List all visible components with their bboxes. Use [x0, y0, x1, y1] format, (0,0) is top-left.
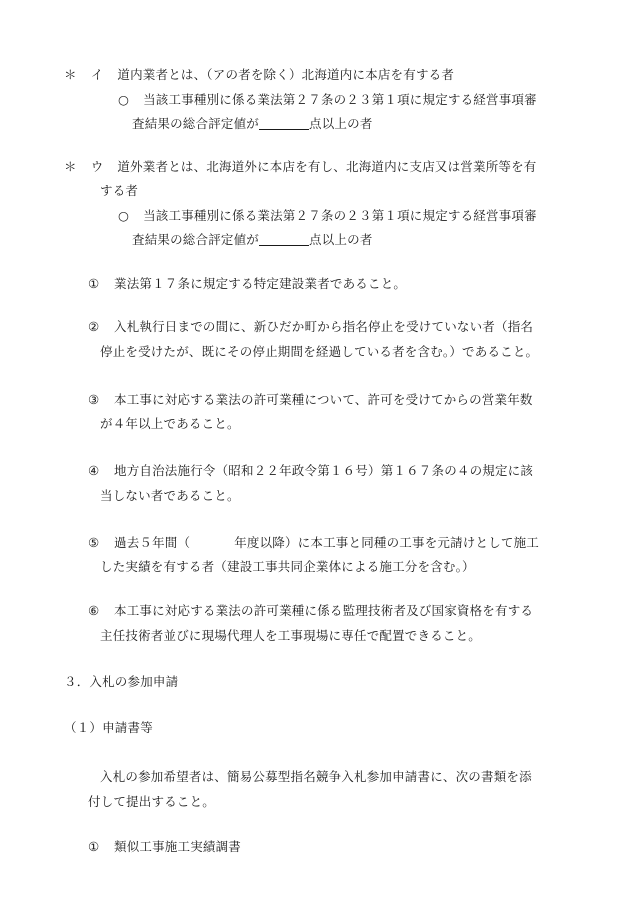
clause-i-sub-text2a: 査結果の総合評定値が	[132, 116, 260, 131]
document-item-1	[88, 838, 241, 856]
requirement-1	[88, 275, 406, 293]
requirement-2	[88, 318, 533, 336]
requirement-text: 過去５年間（	[114, 535, 191, 550]
paragraph-text: 付して提出すること。	[88, 794, 216, 809]
clause-u-sub-text2a: 査結果の総合評定値が	[132, 232, 260, 247]
requirement-2-cont	[100, 343, 538, 361]
clause-u-sub-text2b: 点以上の者	[309, 232, 373, 247]
clause-u-line2	[100, 182, 138, 200]
requirement-3	[88, 391, 533, 409]
requirement-text: 地方自治法施行令（昭和２２年政令第１６号）第１６７条の４の規定に該	[114, 463, 534, 478]
requirement-text: 停止を受けたが、既にその停止期間を経過している者を含む。）であること。	[100, 344, 539, 359]
item-number: ②	[88, 319, 100, 334]
circle-bullet: ○	[118, 208, 130, 223]
section-heading-3	[64, 673, 178, 691]
clause-u-mark: ウ	[90, 159, 104, 174]
requirement-text: 業法第１７条に規定する特定建設業者であること。	[114, 276, 407, 291]
requirement-text: 本工事に対応する業法の許可業種に係る監理技術者及び国家資格を有する	[114, 603, 534, 618]
requirement-6	[88, 602, 533, 620]
clause-u-sub-line2	[132, 231, 373, 249]
clause-i-sub-text1: 当該工事種別に係る業法第２７条の２３第１項に規定する経営事項審	[143, 92, 537, 107]
asterisk-marker: ＊	[64, 67, 77, 82]
item-number: ③	[88, 392, 100, 407]
clause-i-sub-text2b: 点以上の者	[309, 116, 373, 131]
clause-u-text2: する者	[100, 183, 139, 198]
subsection-heading-1	[64, 719, 153, 737]
document-item-text: 類似工事施工実績調書	[114, 839, 242, 854]
clause-u-text1: 道外業者とは、北海道外に本店を有し、北海道内に支店又は営業所等を有	[117, 159, 537, 174]
paragraph-line1	[100, 768, 532, 786]
clause-i-mark: イ	[90, 67, 104, 82]
paragraph-line2	[88, 793, 215, 811]
requirement-3-cont	[100, 415, 240, 433]
requirement-text: 当しない者であること。	[100, 488, 240, 503]
requirement-text: が４年以上であること。	[100, 416, 240, 431]
clause-i-sub-line2	[132, 115, 373, 133]
score-blank-field	[259, 232, 309, 246]
clause-u-sub-line1	[118, 207, 537, 225]
requirement-4-cont	[100, 487, 240, 505]
paragraph-text: 入札の参加希望者は、簡易公募型指名競争入札参加申請書に、次の書類を添	[100, 769, 532, 784]
item-number: ④	[88, 463, 100, 478]
clause-i-line1	[64, 66, 454, 84]
score-blank-field	[259, 116, 309, 130]
clause-i-text: 道内業者とは、（アの者を除く）北海道内に本店を有する者	[117, 67, 455, 82]
requirement-text: 本工事に対応する業法の許可業種について、許可を受けてからの営業年数	[114, 392, 533, 407]
requirement-4	[88, 462, 533, 480]
requirement-6-cont	[100, 627, 481, 645]
requirement-5	[88, 534, 539, 552]
requirement-text: した実績を有する者（建設工事共同企業体による施工分を含む。）	[100, 559, 475, 574]
requirement-text: 入札執行日までの間に、新ひだか町から指名停止を受けていない者（指名	[114, 319, 534, 334]
requirement-5-cont	[100, 558, 475, 576]
clause-i-sub-line1	[118, 91, 537, 109]
clause-u-line1	[64, 158, 537, 176]
requirement-text: 年度以降）に本工事と同種の工事を元請けとして施工	[234, 535, 540, 550]
subsection-heading-text: （１）申請書等	[64, 720, 153, 735]
item-number: ①	[88, 276, 100, 291]
item-number: ①	[88, 839, 100, 854]
circle-bullet: ○	[118, 92, 130, 107]
asterisk-marker: ＊	[64, 159, 77, 174]
section-heading-text: ３．入札の参加申請	[64, 674, 179, 689]
requirement-text: 主任技術者並びに現場代理人を工事現場に専任で配置できること。	[100, 628, 482, 643]
clause-u-sub-text1: 当該工事種別に係る業法第２７条の２３第１項に規定する経営事項審	[143, 208, 537, 223]
item-number: ⑤	[88, 535, 100, 550]
item-number: ⑥	[88, 603, 100, 618]
